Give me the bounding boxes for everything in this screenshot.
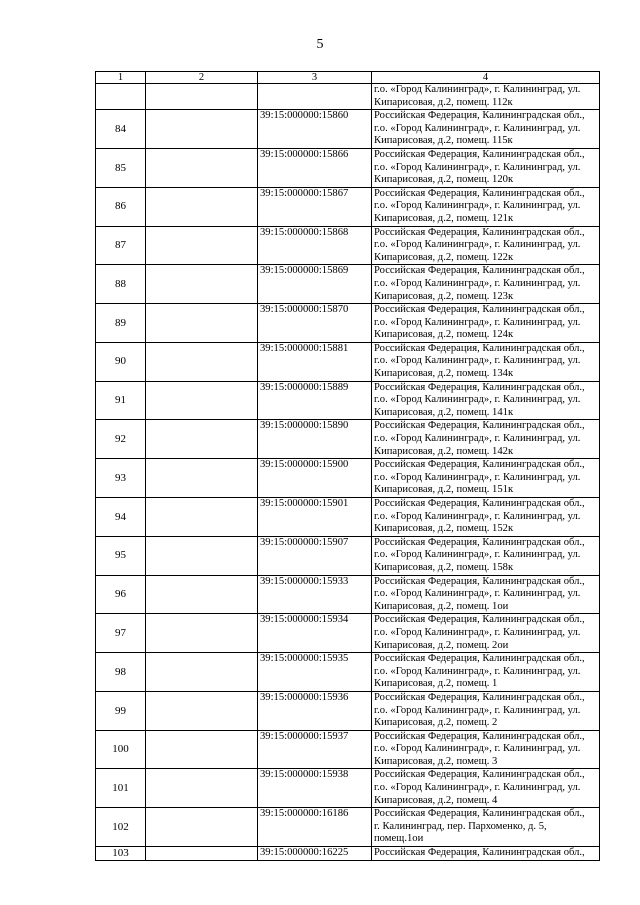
- address-line: Российская Федерация, Калининградская обл.,: [374, 808, 585, 820]
- address-line: Кипарисовая, д.2, помещ. 112к: [374, 96, 513, 108]
- address-line: г.о. «Город Калининград», г. Калининград, ул.: [374, 471, 581, 483]
- address-line: Кипарисовая, д.2, помещ. 141к: [374, 406, 514, 418]
- cadastral-number-cell: 39:15:000000:15934: [258, 614, 372, 653]
- address-line: г.о. «Город Калининград», г. Калининград, ул.: [374, 316, 581, 328]
- cadastral-number-cell: 39:15:000000:15889: [258, 381, 372, 420]
- col2-cell: [146, 148, 258, 187]
- address-line: г.о. «Город Калининград», г. Калининград, ул.: [374, 161, 581, 173]
- col2-cell: [146, 187, 258, 226]
- col2-cell: [146, 304, 258, 343]
- cadastral-number-cell: 39:15:000000:15870: [258, 304, 372, 343]
- table-row: [96, 498, 600, 537]
- table-row: [96, 304, 600, 343]
- cadastral-number-cell: 39:15:000000:15935: [258, 653, 372, 692]
- row-number-cell: 84: [96, 110, 146, 149]
- row-number-cell: 102: [96, 808, 146, 847]
- address-cell: [372, 808, 600, 847]
- cadastral-number-cell: [258, 84, 372, 110]
- address-line: г.о. «Город Калининград», г. Калининград, ул.: [374, 510, 581, 522]
- address-line: г.о. «Город Калининград», г. Калининград, ул.: [374, 549, 581, 561]
- address-line: Кипарисовая, д.2, помещ. 134к: [374, 368, 514, 380]
- address-line: Российская Федерация, Калининградская обл.,: [374, 691, 585, 703]
- cadastral-number-cell: 39:15:000000:15936: [258, 691, 372, 730]
- cadastral-number-cell: 39:15:000000:15869: [258, 265, 372, 304]
- col2-cell: [146, 381, 258, 420]
- col2-cell: [146, 226, 258, 265]
- header-col-3: 3: [258, 72, 372, 84]
- address-cell: [372, 614, 600, 653]
- table-row: [96, 614, 600, 653]
- address-line: Кипарисовая, д.2, помещ. 120к: [374, 174, 514, 186]
- address-line: Российская Федерация, Калининградская обл.,: [374, 342, 585, 354]
- address-line: Российская Федерация, Калининградская обл.,: [374, 498, 585, 509]
- address-line: Кипарисовая, д.2, помещ. 121к: [374, 212, 514, 224]
- address-line: г.о. «Город Калининград», г. Калининград, ул.: [374, 433, 581, 445]
- row-number-cell: 95: [96, 536, 146, 575]
- col2-cell: [146, 847, 258, 861]
- row-number-cell: 86: [96, 187, 146, 226]
- address-line: Российская Федерация, Калининградская обл.,: [374, 226, 585, 238]
- cadastral-number-cell: 39:15:000000:16225: [258, 847, 372, 861]
- continuation-row: [96, 84, 600, 110]
- address-line: Российская Федерация, Калининградская обл.,: [374, 420, 585, 432]
- address-line: Кипарисовая, д.2, помещ. 151к: [374, 484, 514, 496]
- address-line: г.о. «Город Калининград», г. Калининград, ул.: [374, 394, 581, 406]
- row-number-cell: 94: [96, 498, 146, 537]
- cadastral-number-cell: 39:15:000000:15860: [258, 110, 372, 149]
- address-line: Российская Федерация, Калининградская обл.,: [374, 110, 585, 122]
- row-number-cell: 85: [96, 148, 146, 187]
- row-number-cell: 93: [96, 459, 146, 498]
- address-cell: [372, 536, 600, 575]
- row-number-cell: 89: [96, 304, 146, 343]
- address-cell: [372, 110, 600, 149]
- address-line: Российская Федерация, Калининградская обл.,: [374, 187, 585, 199]
- address-cell: [372, 342, 600, 381]
- address-cell: [372, 381, 600, 420]
- col2-cell: [146, 265, 258, 304]
- address-line: г.о. «Город Калининград», г. Калининград, ул.: [374, 626, 581, 638]
- col2-cell: [146, 614, 258, 653]
- table-row: [96, 575, 600, 614]
- address-line: помещ.1ои: [374, 833, 424, 845]
- address-line: Российская Федерация, Калининградская обл.,: [374, 536, 585, 548]
- col2-cell: [146, 110, 258, 149]
- address-line: Кипарисовая, д.2, помещ. 158к: [374, 561, 514, 573]
- row-number-cell: 100: [96, 730, 146, 769]
- address-line: Российская Федерация, Калининградская обл.,: [374, 575, 585, 587]
- table-row: [96, 381, 600, 420]
- address-line: Кипарисовая, д.2, помещ. 1ои: [374, 600, 509, 612]
- address-line: г.о. «Город Калининград», г. Калининград, ул.: [374, 122, 581, 134]
- address-line: г.о. «Город Калининград», г. Калининград, ул.: [374, 277, 581, 289]
- address-cell: [372, 187, 600, 226]
- address-cell: [372, 498, 600, 537]
- address-line: г.о. «Город Калининград», г. Калининград, ул.: [374, 704, 581, 716]
- row-number-cell: 91: [96, 381, 146, 420]
- address-line: г.о. «Город Калининград», г. Калининград, ул.: [374, 84, 581, 95]
- table-row: [96, 342, 600, 381]
- header-col-1: 1: [96, 72, 146, 84]
- cadastral-number-cell: 39:15:000000:15890: [258, 420, 372, 459]
- table-row: [96, 691, 600, 730]
- row-number-cell: 99: [96, 691, 146, 730]
- table-row: [96, 226, 600, 265]
- address-cell: [372, 459, 600, 498]
- cadastral-number-cell: 39:15:000000:15881: [258, 342, 372, 381]
- row-number-cell: 97: [96, 614, 146, 653]
- col2-cell: [146, 459, 258, 498]
- table-row: [96, 420, 600, 459]
- address-line: г.о. «Город Калининград», г. Калининград, ул.: [374, 588, 581, 600]
- address-cell: [372, 84, 600, 110]
- cadastral-number-cell: 39:15:000000:15867: [258, 187, 372, 226]
- address-cell: [372, 847, 600, 861]
- address-cell: [372, 226, 600, 265]
- page-number: 5: [316, 37, 324, 52]
- cadastral-number-cell: 39:15:000000:15868: [258, 226, 372, 265]
- table-row: [96, 459, 600, 498]
- row-number-cell: 92: [96, 420, 146, 459]
- table-row-partial: [96, 847, 600, 861]
- col2-cell: [146, 420, 258, 459]
- address-line: г.о. «Город Калининград», г. Калининград, ул.: [374, 355, 581, 367]
- address-line: Российская Федерация, Калининградская обл.,: [374, 653, 585, 665]
- address-line: Кипарисовая, д.2, помещ. 2ои: [374, 639, 509, 651]
- address-cell: [372, 730, 600, 769]
- col2-cell: [146, 808, 258, 847]
- cadastral-number-cell: 39:15:000000:15938: [258, 769, 372, 808]
- col2-cell: [146, 691, 258, 730]
- address-line: г.о. «Город Калининград», г. Калининград, ул.: [374, 743, 581, 755]
- address-line: Российская Федерация, Калининградская обл.,: [374, 730, 585, 742]
- col2-cell: [146, 575, 258, 614]
- cadastral-number-cell: 39:15:000000:15866: [258, 148, 372, 187]
- table-row: [96, 808, 600, 847]
- address-line: Российская Федерация, Калининградская обл.,: [374, 381, 585, 393]
- row-number-cell: 88: [96, 265, 146, 304]
- address-cell: [372, 769, 600, 808]
- address-line: г.о. «Город Калининград», г. Калининград, ул.: [374, 665, 581, 677]
- table-row: [96, 730, 600, 769]
- table-row: [96, 769, 600, 808]
- row-number-cell: 96: [96, 575, 146, 614]
- address-line: г.о. «Город Калининград», г. Калининград, ул.: [374, 239, 581, 251]
- address-line: Кипарисовая, д.2, помещ. 142к: [374, 445, 514, 457]
- address-line: Кипарисовая, д.2, помещ. 152к: [374, 523, 514, 535]
- col2-cell: [146, 653, 258, 692]
- cadastral-number-cell: 39:15:000000:15937: [258, 730, 372, 769]
- table-row: [96, 653, 600, 692]
- header-col-4: 4: [372, 72, 600, 84]
- row-number-cell: 98: [96, 653, 146, 692]
- address-line: Российская Федерация, Калининградская обл.,: [374, 847, 585, 859]
- col2-cell: [146, 84, 258, 110]
- address-cell: [372, 653, 600, 692]
- address-line: Российская Федерация, Калининградская обл.,: [374, 265, 585, 277]
- address-cell: [372, 575, 600, 614]
- col2-cell: [146, 498, 258, 537]
- cadastral-number-cell: 39:15:000000:16186: [258, 808, 372, 847]
- address-cell: [372, 420, 600, 459]
- address-line: Кипарисовая, д.2, помещ. 3: [374, 755, 498, 767]
- address-line: Кипарисовая, д.2, помещ. 4: [374, 794, 498, 806]
- address-cell: [372, 691, 600, 730]
- address-line: г. Калининград, пер. Пархоменко, д. 5,: [374, 820, 547, 832]
- cadastral-number-cell: 39:15:000000:15900: [258, 459, 372, 498]
- address-line: Кипарисовая, д.2, помещ. 115к: [374, 135, 513, 147]
- cadastral-number-cell: 39:15:000000:15901: [258, 498, 372, 537]
- col2-cell: [146, 730, 258, 769]
- col2-cell: [146, 536, 258, 575]
- row-number-cell: 101: [96, 769, 146, 808]
- address-cell: [372, 265, 600, 304]
- address-line: Кипарисовая, д.2, помещ. 123к: [374, 290, 514, 302]
- row-number-cell: 90: [96, 342, 146, 381]
- address-line: Российская Федерация, Калининградская обл.,: [374, 148, 585, 160]
- address-line: Российская Федерация, Калининградская обл.,: [374, 614, 585, 626]
- cadastral-number-cell: 39:15:000000:15933: [258, 575, 372, 614]
- address-cell: [372, 148, 600, 187]
- col2-cell: [146, 342, 258, 381]
- col2-cell: [146, 769, 258, 808]
- table-row: [96, 110, 600, 149]
- address-line: Российская Федерация, Калининградская обл.,: [374, 459, 585, 471]
- address-line: г.о. «Город Калининград», г. Калининград, ул.: [374, 200, 581, 212]
- table-row: [96, 148, 600, 187]
- table-row: [96, 536, 600, 575]
- address-line: Российская Федерация, Калининградская обл.,: [374, 304, 585, 316]
- address-line: Кипарисовая, д.2, помещ. 1: [374, 678, 498, 690]
- table-row: [96, 265, 600, 304]
- address-line: г.о. «Город Калининград», г. Калининград, ул.: [374, 782, 581, 794]
- header-col-2: 2: [146, 72, 258, 84]
- row-number-cell: 87: [96, 226, 146, 265]
- address-cell: [372, 304, 600, 343]
- cadastral-number-cell: 39:15:000000:15907: [258, 536, 372, 575]
- table-row: [96, 187, 600, 226]
- row-number-cell: 103: [96, 847, 146, 861]
- address-line: Кипарисовая, д.2, помещ. 122к: [374, 251, 514, 263]
- row-number-cell: [96, 84, 146, 110]
- address-line: Российская Федерация, Калининградская обл.,: [374, 769, 585, 781]
- address-line: Кипарисовая, д.2, помещ. 2: [374, 717, 498, 729]
- cadastral-table: [95, 71, 600, 861]
- address-line: Кипарисовая, д.2, помещ. 124к: [374, 329, 514, 341]
- header-row: [96, 72, 600, 84]
